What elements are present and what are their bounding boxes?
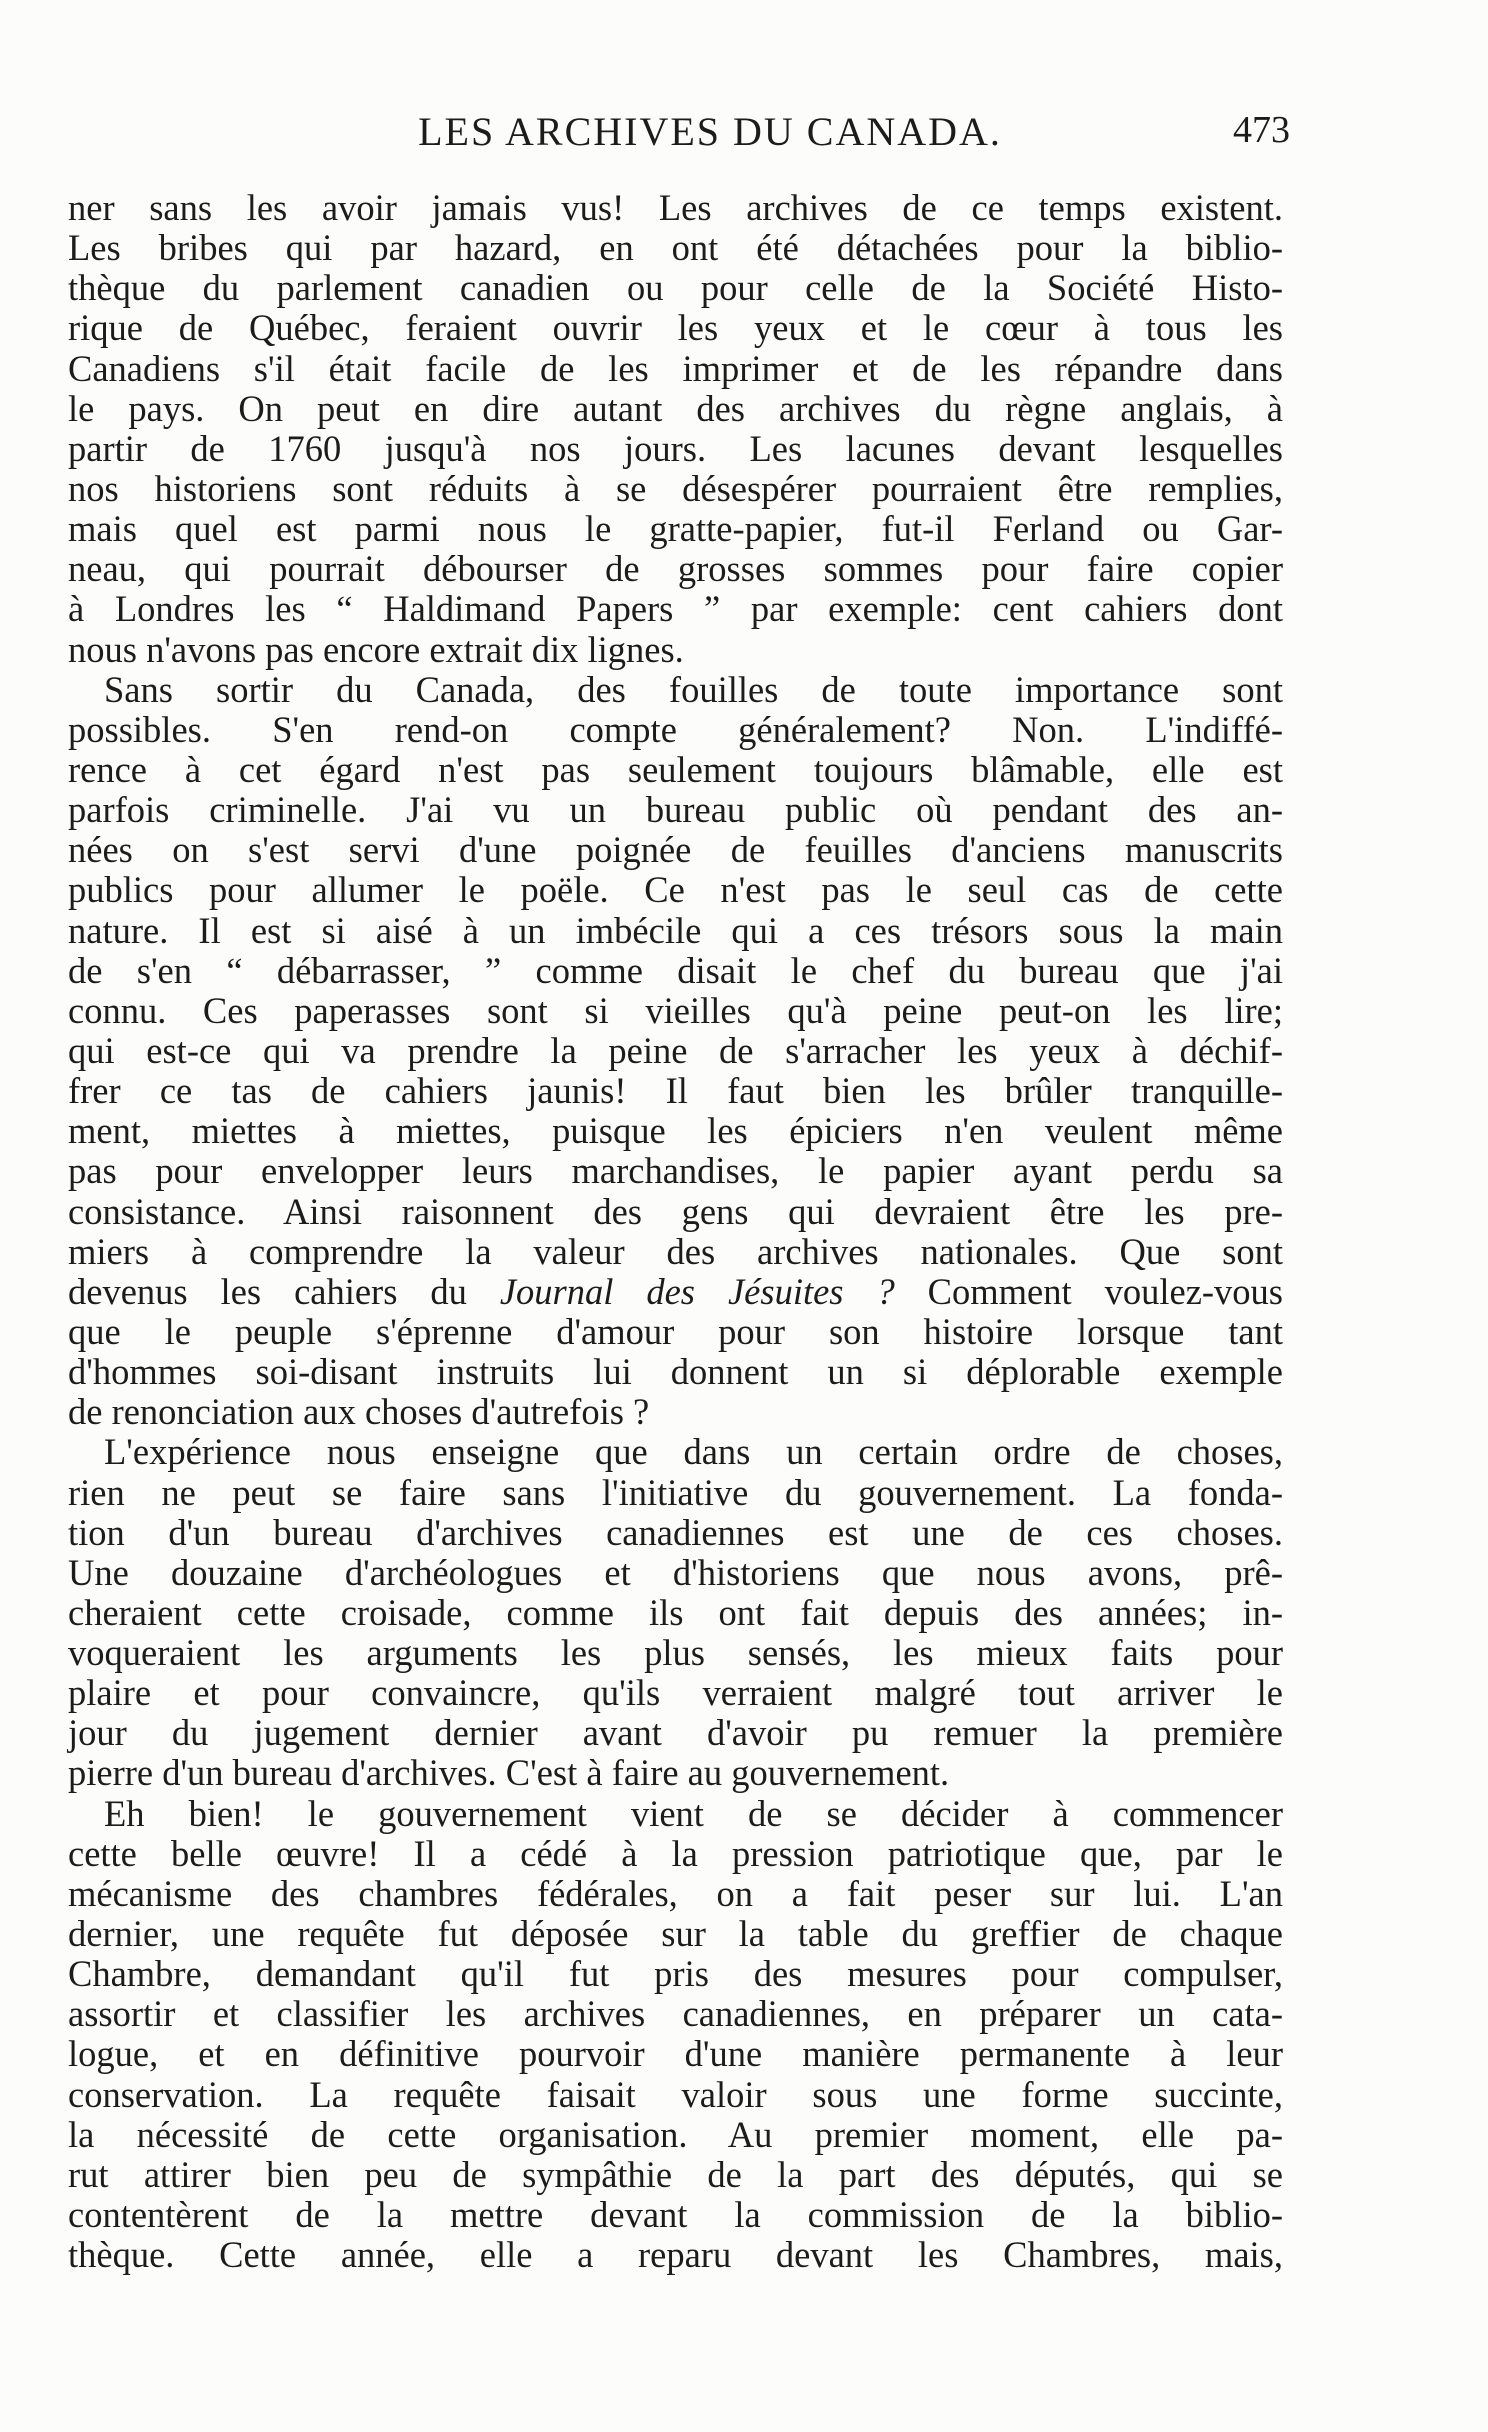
text-line: le pays. On peut en dire autant des archives du règne anglais, à — [68, 387, 1283, 429]
text-line: partir de 1760 jusqu'à nos jours. Les lacunes devant lesquelles — [68, 427, 1283, 469]
text-line: conservation. La requête faisait valoir sous une forme succinte, — [68, 2073, 1283, 2115]
page-number: 473 — [1233, 109, 1290, 151]
text-line: publics pour allumer le poële. Ce n'est pas le seul cas de cette — [68, 869, 1283, 911]
text-line: qui est-ce qui va prendre la peine de s'arracher les yeux à déchif- — [68, 1029, 1283, 1071]
text-line: connu. Ces paperasses sont si vieilles qu'à peine peut-on les lire; — [68, 989, 1283, 1031]
text-line: thèque. Cette année, elle a reparu devant les Chambres, mais, — [68, 2234, 1283, 2276]
text-line: cette belle œuvre! Il a cédé à la pression patriotique que, par le — [68, 1832, 1283, 1874]
text-line: voqueraient les arguments les plus sensés, les mieux faits pour — [68, 1632, 1283, 1674]
italic-title: Journal des Jésuites ? — [499, 1270, 895, 1312]
running-title: LES ARCHIVES DU CANADA. — [418, 109, 1002, 154]
text-line: à Londres les “ Haldimand Papers ” par exemple: cent cahiers dont — [68, 588, 1283, 630]
text-line: la nécessité de cette organisation. Au premier moment, elle pa- — [68, 2113, 1283, 2155]
text-line: ment, miettes à miettes, puisque les épiciers n'en veulent même — [68, 1110, 1283, 1152]
text-line: frer ce tas de cahiers jaunis! Il faut bien les brûler tranquille- — [68, 1070, 1283, 1112]
text-line: neau, qui pourrait débourser de grosses sommes pour faire copier — [68, 548, 1283, 590]
text-line: rique de Québec, feraient ouvrir les yeux et le cœur à tous les — [68, 307, 1283, 349]
text-line: rut attirer bien peu de sympâthie de la part des députés, qui se — [68, 2153, 1283, 2195]
text-line: jour du jugement dernier avant d'avoir pu remuer la première — [68, 1712, 1283, 1754]
text-line: Canadiens s'il était facile de les imprimer et de les répandre dans — [68, 347, 1283, 389]
text-line: contentèrent de la mettre devant la commission de la biblio- — [68, 2194, 1283, 2236]
text-line: logue, et en définitive pourvoir d'une manière permanente à leur — [68, 2033, 1283, 2075]
text-line: rien ne peut se faire sans l'initiative du gouvernement. La fonda- — [68, 1471, 1283, 1513]
text-line: Eh bien! le gouvernement vient de se décider à commencer — [104, 1792, 1283, 1834]
page-header — [60, 108, 1290, 160]
text-line: de s'en “ débarrasser, ” comme disait le chef du bureau que j'ai — [68, 949, 1283, 991]
text-line: devenus les cahiers du Journal des Jésuites ? Comment voulez-vous — [68, 1270, 1284, 1312]
text-line: que le peuple s'éprenne d'amour pour son histoire lorsque tant — [68, 1310, 1283, 1352]
text-line: mais quel est parmi nous le gratte-papier, fut-il Ferland ou Gar- — [68, 508, 1283, 550]
text-line: dernier, une requête fut déposée sur la table du greffier de chaque — [68, 1913, 1283, 1955]
text-line: miers à comprendre la valeur des archives nationales. Que sont — [68, 1230, 1283, 1272]
text-line: parfois criminelle. J'ai vu un bureau public où pendant des an- — [68, 789, 1283, 831]
text-line: possibles. S'en rend-on compte généralement? Non. L'indiffé- — [68, 708, 1283, 750]
text-line: Les bribes qui par hazard, en ont été détachées pour la biblio- — [68, 227, 1283, 269]
text-line: thèque du parlement canadien ou pour celle de la Société Histo- — [68, 267, 1283, 309]
text-line: nées on s'est servi d'une poignée de feuilles d'anciens manuscrits — [68, 829, 1283, 871]
text-line: Une douzaine d'archéologues et d'historiens que nous avons, prê- — [68, 1551, 1283, 1593]
text-line: cheraient cette croisade, comme ils ont fait depuis des années; in- — [68, 1591, 1283, 1633]
text-line: L'expérience nous enseigne que dans un certain ordre de choses, — [104, 1431, 1283, 1473]
text-line: nature. Il est si aisé à un imbécile qui a ces trésors sous la main — [68, 909, 1283, 951]
body-text — [68, 188, 1283, 2275]
text-line: nous n'avons pas encore extrait dix lignes. — [68, 628, 684, 670]
text-line: Chambre, demandant qu'il fut pris des mesures pour compulser, — [68, 1953, 1283, 1995]
text-line: assortir et classifier les archives canadiennes, en préparer un cata- — [68, 1993, 1283, 2035]
text-line: consistance. Ainsi raisonnent des gens qui devraient être les pre- — [68, 1190, 1283, 1232]
text-line: ner sans les avoir jamais vus! Les archives de ce temps existent. — [68, 187, 1283, 228]
text-line: pierre d'un bureau d'archives. C'est à faire au gouvernement. — [68, 1752, 950, 1794]
text-line: Sans sortir du Canada, des fouilles de toute importance sont — [104, 668, 1283, 710]
text-line: tion d'un bureau d'archives canadiennes est une de ces choses. — [68, 1511, 1283, 1553]
text-line: de renonciation aux choses d'autrefois ? — [68, 1391, 650, 1433]
text-line: nos historiens sont réduits à se désespérer pourraient être remplies, — [68, 467, 1283, 509]
text-line: plaire et pour convaincre, qu'ils verraient malgré tout arriver le — [68, 1672, 1283, 1714]
text-line: d'hommes soi-disant instruits lui donnent un si déplorable exemple — [68, 1351, 1283, 1393]
text-line: mécanisme des chambres fédérales, on a fait peser sur lui. L'an — [68, 1872, 1283, 1914]
text-line: rence à cet égard n'est pas seulement toujours blâmable, elle est — [68, 748, 1283, 790]
text-line: pas pour envelopper leurs marchandises, le papier ayant perdu sa — [68, 1150, 1283, 1192]
